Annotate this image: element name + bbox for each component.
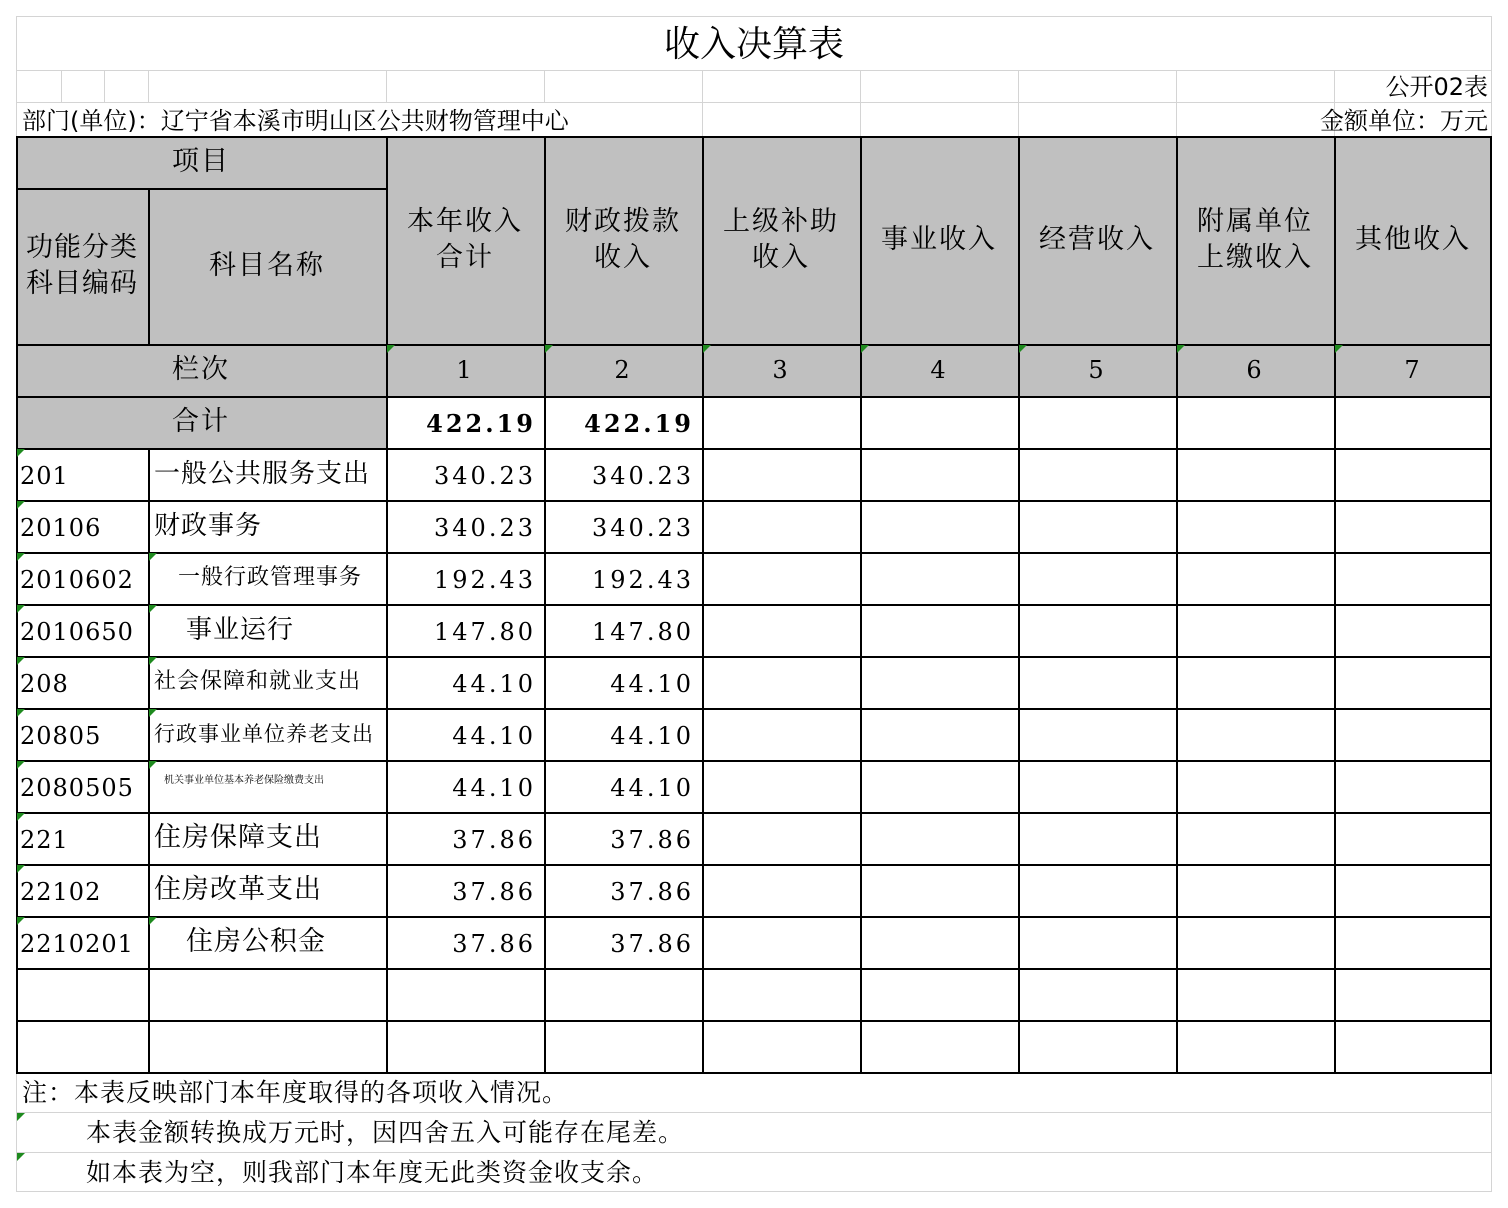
total-label: 合计 — [172, 406, 230, 437]
green-triangle-marker — [1019, 345, 1027, 353]
row-name: 行政事业单位养老支出 — [154, 722, 374, 746]
green-triangle-marker — [17, 657, 25, 665]
grid-line — [544, 70, 545, 102]
green-triangle-marker — [1177, 345, 1185, 353]
green-triangle-marker — [17, 813, 25, 821]
green-triangle-marker — [149, 553, 157, 561]
green-triangle-marker — [17, 501, 25, 509]
row-value: 44.10 — [610, 722, 694, 750]
border-line — [16, 968, 1492, 970]
column-number: 2 — [614, 356, 632, 384]
total-value: 422.19 — [584, 409, 694, 438]
column-row-label: 栏次 — [172, 354, 230, 385]
header-code: 功能分类 科目编码 — [26, 232, 138, 299]
grid-line — [1176, 70, 1177, 102]
column-number: 4 — [930, 356, 948, 384]
row-value: 44.10 — [610, 774, 694, 802]
row-value: 37.86 — [610, 878, 694, 906]
row-code: 201 — [20, 462, 69, 490]
row-value: 37.86 — [452, 878, 536, 906]
row-value: 192.43 — [592, 566, 694, 594]
row-code: 2010602 — [20, 566, 134, 594]
grid-line — [860, 70, 861, 102]
grid-line — [16, 102, 1492, 103]
grid-line — [702, 102, 703, 136]
row-value: 44.10 — [452, 670, 536, 698]
sheet-title: 收入决算表 — [663, 24, 844, 65]
column-number: 7 — [1404, 356, 1422, 384]
green-triangle-marker — [17, 709, 25, 717]
row-name: 住房保障支出 — [154, 822, 322, 853]
grid-line — [1334, 70, 1335, 102]
row-value: 340.23 — [434, 514, 536, 542]
unit-label: 金额单位：万元 — [1320, 107, 1488, 135]
grid-line — [1491, 16, 1492, 136]
green-triangle-marker — [387, 345, 395, 353]
grid-line — [1018, 102, 1019, 136]
header-col-6: 附属单位 上缴收入 — [1197, 206, 1313, 273]
green-triangle-marker — [703, 345, 711, 353]
row-name: 住房改革支出 — [154, 874, 322, 905]
column-number: 3 — [772, 356, 790, 384]
header-col-3: 上级补助 收入 — [723, 206, 839, 273]
row-value: 37.86 — [452, 930, 536, 958]
grid-line — [16, 16, 17, 136]
green-triangle-marker — [17, 449, 25, 457]
header-col-5: 经营收入 — [1039, 224, 1155, 255]
green-triangle-marker — [149, 605, 157, 613]
green-triangle-marker — [149, 709, 157, 717]
row-name: 住房公积金 — [186, 926, 326, 957]
row-code: 208 — [20, 670, 69, 698]
green-triangle-marker — [17, 917, 25, 925]
row-name: 一般公共服务支出 — [154, 459, 371, 489]
row-code: 2210201 — [20, 930, 134, 958]
note-line-2: 本表金额转换成万元时，因四舍五入可能存在尾差。 — [86, 1118, 685, 1147]
green-triangle-marker — [17, 1113, 25, 1121]
grid-line — [16, 1191, 1492, 1192]
grid-line — [16, 70, 1492, 71]
row-code: 20106 — [20, 514, 102, 542]
row-name: 财政事务 — [154, 511, 263, 541]
row-value: 44.10 — [610, 670, 694, 698]
row-value: 340.23 — [592, 462, 694, 490]
row-value: 192.43 — [434, 566, 536, 594]
column-number: 5 — [1088, 356, 1106, 384]
grid-line — [16, 1072, 17, 1192]
grid-line — [702, 70, 703, 102]
green-triangle-marker — [149, 917, 157, 925]
department-label: 部门(单位)：辽宁省本溪市明山区公共财物管理中心 — [22, 107, 569, 135]
form-code: 公开02表 — [1385, 73, 1488, 101]
header-project: 项目 — [172, 146, 230, 177]
green-triangle-marker — [545, 345, 553, 353]
row-code: 22102 — [20, 878, 102, 906]
row-value: 340.23 — [434, 462, 536, 490]
note-line-1: 注：本表反映部门本年度取得的各项收入情况。 — [22, 1078, 569, 1107]
green-triangle-marker — [17, 605, 25, 613]
grid-line — [148, 70, 149, 102]
green-triangle-marker — [17, 865, 25, 873]
row-code: 20805 — [20, 722, 102, 750]
green-triangle-marker — [149, 657, 157, 665]
header-col-2: 财政拨款 收入 — [565, 206, 681, 273]
row-value: 37.86 — [610, 930, 694, 958]
column-number: 6 — [1246, 356, 1264, 384]
row-value: 147.80 — [592, 618, 694, 646]
total-value: 422.19 — [426, 409, 536, 438]
border-line — [148, 448, 150, 1072]
grid-line — [1018, 70, 1019, 102]
border-line — [16, 1020, 1492, 1022]
row-name: 机关事业单位基本养老保险缴费支出 — [164, 775, 324, 786]
row-value: 340.23 — [592, 514, 694, 542]
grid-line — [1176, 102, 1177, 136]
green-triangle-marker — [861, 345, 869, 353]
row-name: 事业运行 — [186, 615, 295, 645]
income-statement-sheet — [16, 16, 1492, 1192]
green-triangle-marker — [17, 761, 25, 769]
grid-line — [386, 70, 387, 102]
header-col-7: 其他收入 — [1355, 224, 1471, 255]
grid-line — [16, 1112, 1492, 1113]
row-value: 147.80 — [434, 618, 536, 646]
green-triangle-marker — [17, 1153, 25, 1161]
row-value: 37.86 — [452, 826, 536, 854]
row-code: 221 — [20, 826, 69, 854]
row-value: 44.10 — [452, 774, 536, 802]
header-col-4: 事业收入 — [881, 224, 997, 255]
row-code: 2080505 — [20, 774, 134, 802]
row-name: 一般行政管理事务 — [178, 565, 363, 590]
row-value: 44.10 — [452, 722, 536, 750]
grid-line — [104, 70, 105, 102]
grid-line — [860, 102, 861, 136]
column-number: 1 — [456, 356, 474, 384]
row-code: 2010650 — [20, 618, 134, 646]
header-col-1: 本年收入 合计 — [407, 206, 523, 273]
border-line — [16, 1072, 1492, 1074]
grid-line — [16, 16, 1492, 17]
row-value: 37.86 — [610, 826, 694, 854]
row-name: 社会保障和就业支出 — [154, 669, 362, 694]
grid-line — [16, 1152, 1492, 1153]
header-name: 科目名称 — [209, 250, 325, 281]
grid-line — [61, 70, 62, 102]
green-triangle-marker — [149, 761, 157, 769]
green-triangle-marker — [17, 553, 25, 561]
note-line-3: 如本表为空，则我部门本年度无此类资金收支余。 — [86, 1158, 659, 1187]
grid-line — [1491, 1072, 1492, 1192]
green-triangle-marker — [1335, 345, 1343, 353]
